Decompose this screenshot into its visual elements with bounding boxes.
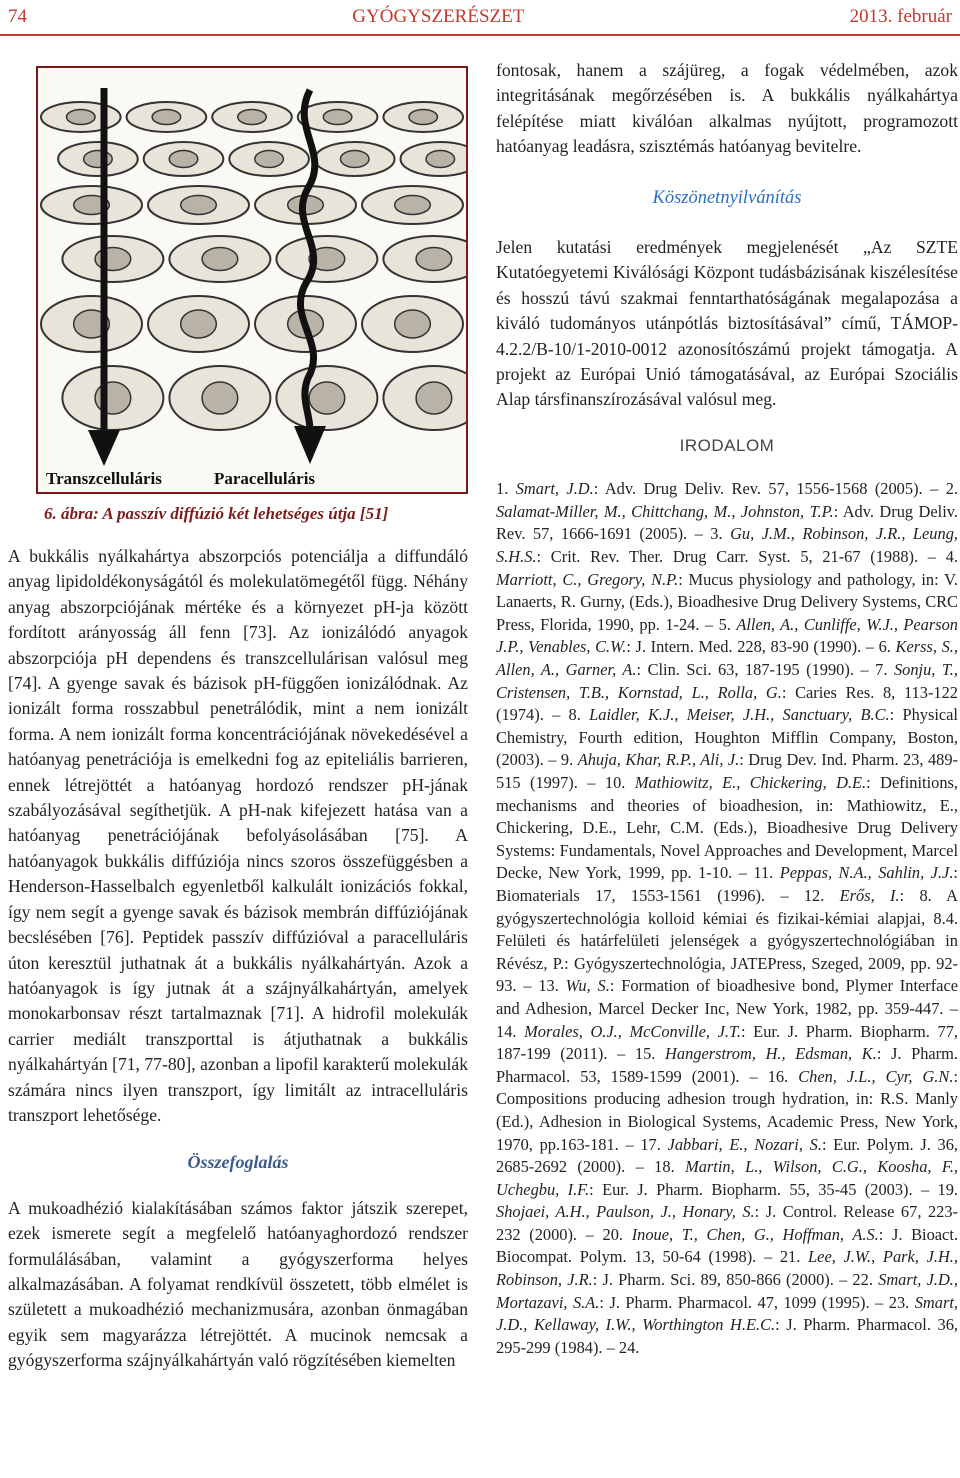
right-column (496, 58, 958, 1359)
cell-nucleus (95, 382, 131, 414)
cell-nucleus (95, 248, 131, 271)
reference-authors: Sonju, T., Cristensen, T.B., Kornstad, L., Rolla, G. (496, 660, 958, 702)
cell-nucleus (67, 110, 96, 125)
reference-authors: Shojaei, A.H., Paulson, J., Honary, S. (496, 1202, 755, 1222)
figure-caption-text: A passzív diffúzió két lehetséges útja [51] (98, 504, 389, 523)
reference-authors: Wu, S. (565, 976, 610, 996)
cell-nucleus (84, 151, 113, 168)
issue-date: 2013. február (849, 6, 952, 27)
cell-nucleus (202, 382, 238, 414)
transcellular-arrowhead (88, 430, 120, 466)
label-paracellular: Paracelluláris (214, 469, 316, 488)
running-head (8, 4, 952, 30)
cell-nucleus (395, 310, 431, 338)
acknowledgement-text: Jelen kutatási eredmények megjelenését „Az SZTE Kutatóegyetemi Kiválósági Központ tudásbázisának kiszélesítése és hosszú távú szakmai fenntarthatóságának megalapozása a kiváló tudományos utánpótlás biztosításával” című, TÁMOP-4.2.2/B-10/1-2010-0012 azonosítószámú projekt támogatja. A projekt az Európai Unió támogatásával, az Európai Szociális Alap társfinanszírozásával valósul meg. (496, 237, 958, 410)
reference-authors: Gu, J.M., Robinson, J.R., Leung, S.H.S. (496, 524, 958, 567)
reference-authors: Erős, I. (839, 885, 900, 905)
reference-authors: Peppas, N.A., Sahlin, J.J. (779, 863, 954, 883)
reference-authors: Martin, L., Wilson, C.G., Koosha, F., Uchegbu, I.F. (496, 1157, 959, 1199)
section-title-summary: Összefoglalás (187, 1152, 289, 1173)
reference-authors: Smart, J.D., Kellaway, I.W., Worthington H.E.C. (496, 1292, 958, 1335)
figure-illustration (38, 68, 466, 492)
cell-nucleus (255, 151, 284, 168)
left-column (8, 544, 468, 1374)
reference-authors: Laidler, K.J., Meiser, J.H., Sanctuary, B.C. (589, 705, 890, 725)
figure-number: 6. ábra: (44, 504, 99, 523)
reference-authors: Chen, J.L., Cyr, G.N. (798, 1066, 954, 1086)
reference-authors: Ahuja, Khar, R.P., Ali, J. (577, 750, 740, 770)
cell-nucleus (181, 310, 217, 338)
cell-nucleus (169, 151, 198, 168)
reference-authors: Allen, A., Cunliffe, W.J., Pearson J.P., Venables, C.W. (496, 614, 958, 657)
reference-authors: Smart, J.D., Mortazavi, S.A. (496, 1270, 958, 1312)
reference-list: 1. Smart, J.D.: Adv. Drug Deliv. Rev. 57, 1556-1568 (2005). – 2. Salamat-Miller, M., Chittchang, M., Johnston, T.P.: Adv. Drug Deliv. Rev. 57, 1666-1691 (2005). – 3. Gu, J.M., Robinson, J.R., Leung, S.H.S.: Crit. Rev. Ther. Drug Carr. Syst. 5, 21-67 (1988). – 4. Marriott, C., Gregory, N.P.: Mucus physiology and pathology, in: V. Lanaerts, R. Gurny, (Eds.), Bioadhesive Drug Delivery Systems, CRC Press, Florida, 1990, pp. 1-24. – 5. Allen, A., Cunliffe, W.J., Pearson J.P., Venables, C.W.: J. Intern. Med. 228, 83-90 (1990). – 6. Kerss, S., Allen, A., Garner, A.: Clin. Sci. 63, 187-195 (1990). – 7. Sonju, T., Cristensen, T.B., Kornstad, L., Rolla, G.: Caries Res. 8, 113-122 (1974). – 8. Laidler, K.J., Meiser, J.H., Sanctuary, B.C.: Physical Chemistry, Fourth edition, Houghton Mifflin Company, Boston, (2003). – 9. Ahuja, Khar, R.P., Ali, J.: Drug Dev. Ind. Pharm. 23, 489-515 (1997). – 10. Mathiowitz, E., Chickering, D.E.: Definitions, mechanisms and theories of bioadhesion, in: Mathiowitz, E., Chickering, D.E., Lehr, C.M. (Eds.), Bioadhesive Drug Delivery Systems: Fundamentals, Novel Approaches and Development, Marcel Decke, New York, 1999, pp. 1-10. – 11. Peppas, N.A., Sahlin, J.J.: Biomaterials 17, 1553-1561 (1996). – 12. Erős, I.: 8. A gyógyszertechnológia kolloid kémiai és fizikai-kémiai alapjai, 8.4. Felületi és határfelületi jelenségek a gyógyszertechnológiában in Révész, P.: Gyógyszertechnológia, JATEPress, Szeged, 2009, pp. 92-93. – 13. Wu, S.: Formation of bioadhesive bond, Plymer Interface and Adhesion, Marcel Decker Inc, New York, 1982, pp. 359-447. – 14. Morales, O.J., McConville, J.T.: Eur. J. Pharm. Biopharm. 77, 187-199 (2011). – 15. Hangerstrom, H., Edsman, K.: J. Pharm. Pharmacol. 53, 1589-1599 (2001). – 16. Chen, J.L., Cyr, G.N.: Compositions producing adhesion trough hydration, in: R.S. Manly (Ed.), Adhesion in Biological Systems, Academic Press, New York, 1970, pp.163-181. – 17. Jabbari, E., Nozari, S.: Eur. Polym. J. 36, 2685-2692 (2000). – 18. Martin, L., Wilson, C.G., Koosha, F., Uchegbu, I.F.: Eur. J. Pharm. Biopharm. 55, 35-45 (2003). – 19. Shojaei, A.H., Paulson, J., Honary, S.: J. Control. Release 67, 223-232 (2000). – 20. Inoue, T., Chen, G., Hoffman, A.S.: J. Bioact. Biocompat. Polym. 13, 50-64 (1998). – 21. Lee, J.W., Park, J.H., Robinson, J.R.: J. Pharm. Sci. 89, 850-866 (2000). – 22. Smart, J.D., Mortazavi, S.A.: J. Pharm. Pharmacol. 47, 1099 (1995). – 23. Smart, J.D., Kellaway, I.W., Worthington H.E.C.: J. Pharm. Pharmacol. 36, 295-299 (1984). – 24. (496, 479, 959, 1357)
cell-nucleus (238, 110, 267, 125)
reference-authors: Kerss, S., Allen, A., Garner, A. (496, 637, 958, 680)
figure-caption (44, 502, 464, 526)
cell-nucleus (340, 151, 369, 168)
body-paragraph: A mukoadhézió kialakításában számos faktor játszik szerepet, ezek ismerete segít a megfelelő hatóanyaghordozó rendszer formulálásában, valamint a gyógyszerforma helyes alkalmazásában. A folyamat rendkívül összetett, több elmélet is született a mukoadhézió mechanizmusára, azonban önmagában egyik sem magyarázza létrejöttét. A mucinok nemcsak a gyógyszerforma szájnyálkahártyán való rögzítésében kiemelten (8, 1197, 468, 1371)
reference-authors: Lee, J.W., Park, J.H., Robinson, J.R. (496, 1247, 958, 1290)
reference-authors: Smart, J.D. (515, 479, 594, 499)
cell-nucleus (152, 110, 181, 125)
reference-authors: Hangerstrom, H., Edsman, K. (665, 1044, 877, 1064)
cell-nucleus (181, 196, 217, 215)
figure-diffusion-routes (36, 66, 468, 494)
section-title-acknowledgements: Köszönetnyilvánítás (652, 187, 802, 208)
paracellular-arrowhead (294, 426, 326, 464)
reference-authors: Mathiowitz, E., Chickering, D.E. (634, 773, 867, 792)
references-heading: IRODALOM (679, 435, 775, 455)
cell-nucleus (416, 248, 452, 271)
cell-nucleus (309, 382, 345, 414)
cell-nucleus (409, 110, 438, 125)
cell-nucleus (416, 382, 452, 414)
body-paragraph: fontosak, hanem a szájüreg, a fogak védelmében, azok integritásának megőrzésében is. A bukkális nyálkahártya felépítése miatt kiválóan alkalmas nyújtott, programozott hatóanyag leadásra, szisztémás hatóanyag bevitelre. (496, 60, 958, 157)
reference-authors: Salamat-Miller, M., Chittchang, M., Johnston, T.P. (496, 501, 834, 521)
reference-authors: Morales, O.J., McConville, J.T. (524, 1021, 742, 1041)
journal-title: GYÓGYSZERÉSZET (352, 6, 525, 27)
page-number: 74 (8, 6, 27, 27)
cell-nucleus (323, 110, 352, 125)
label-transcellular: Transzcelluláris (46, 469, 162, 488)
cell-nucleus (202, 248, 238, 271)
body-paragraph: A bukkális nyálkahártya abszorpciós potenciálja a diffundáló anyag lipidoldékonyságától és molekulatömegétől függ. Néhány anyag abszorpciójának mértéke és a környezet pH-ja között fordított arányosság áll fenn [73]. Az ionizálódó anyagok abszorpciója pH dependens és transzcellulárisan valósul meg [74]. A gyenge savak és bázisok pH-függően ionizálódnak. Az ionizált forma rosszabbul penetrálódik, mint a nem ionizált forma. A nem ionizált forma koncentrációjának növekedésével a hatóanyag penetrációja is emelkedni fog az epiteliális barrieren, ennek létrejöttét a hatóanyag hordozó rendszer pH-jának szabályozásával segíthetjük. A pH-nak kifejezett hatása van a hatóanyag penetrációjának befolyásolásában [75]. A hatóanyagok bukkális diffúziója nincs szoros összefüggésben a Henderson-Hasselbalch egyenletből kalkulált ionizációs fokkal, így nem segít a gyenge savak és bázisok membrán diffúziójának becslésében [76]. Peptidek passzív diffúzióval a paracelluláris úton keresztül juthatnak át a bukkális nyálkahártyán. Azok a hatóanyagok is így jutnak át a szájnyálkahártyán, amelyek monokarbonsav részt tartalmaznak [71]. A hidrofil molekulák carrier mediált transzporttal is átjuthatnak a bukkális nyálkahártyán [71, 77-80], azonban a lipofil karakterű molekulák számára nincs ilyen transzport, így limitált az intracelluláris transzport lehetősége. (8, 546, 468, 1125)
reference-authors: Jabbari, E., Nozari, S. (667, 1134, 822, 1154)
reference-authors: Marriott, C., Gregory, N.P. (496, 569, 679, 589)
header-rule (0, 34, 960, 36)
cell-nucleus (426, 151, 455, 168)
cell-nucleus (395, 196, 431, 215)
reference-authors: Inoue, T., Chen, G., Hoffman, A.S. (631, 1224, 879, 1244)
